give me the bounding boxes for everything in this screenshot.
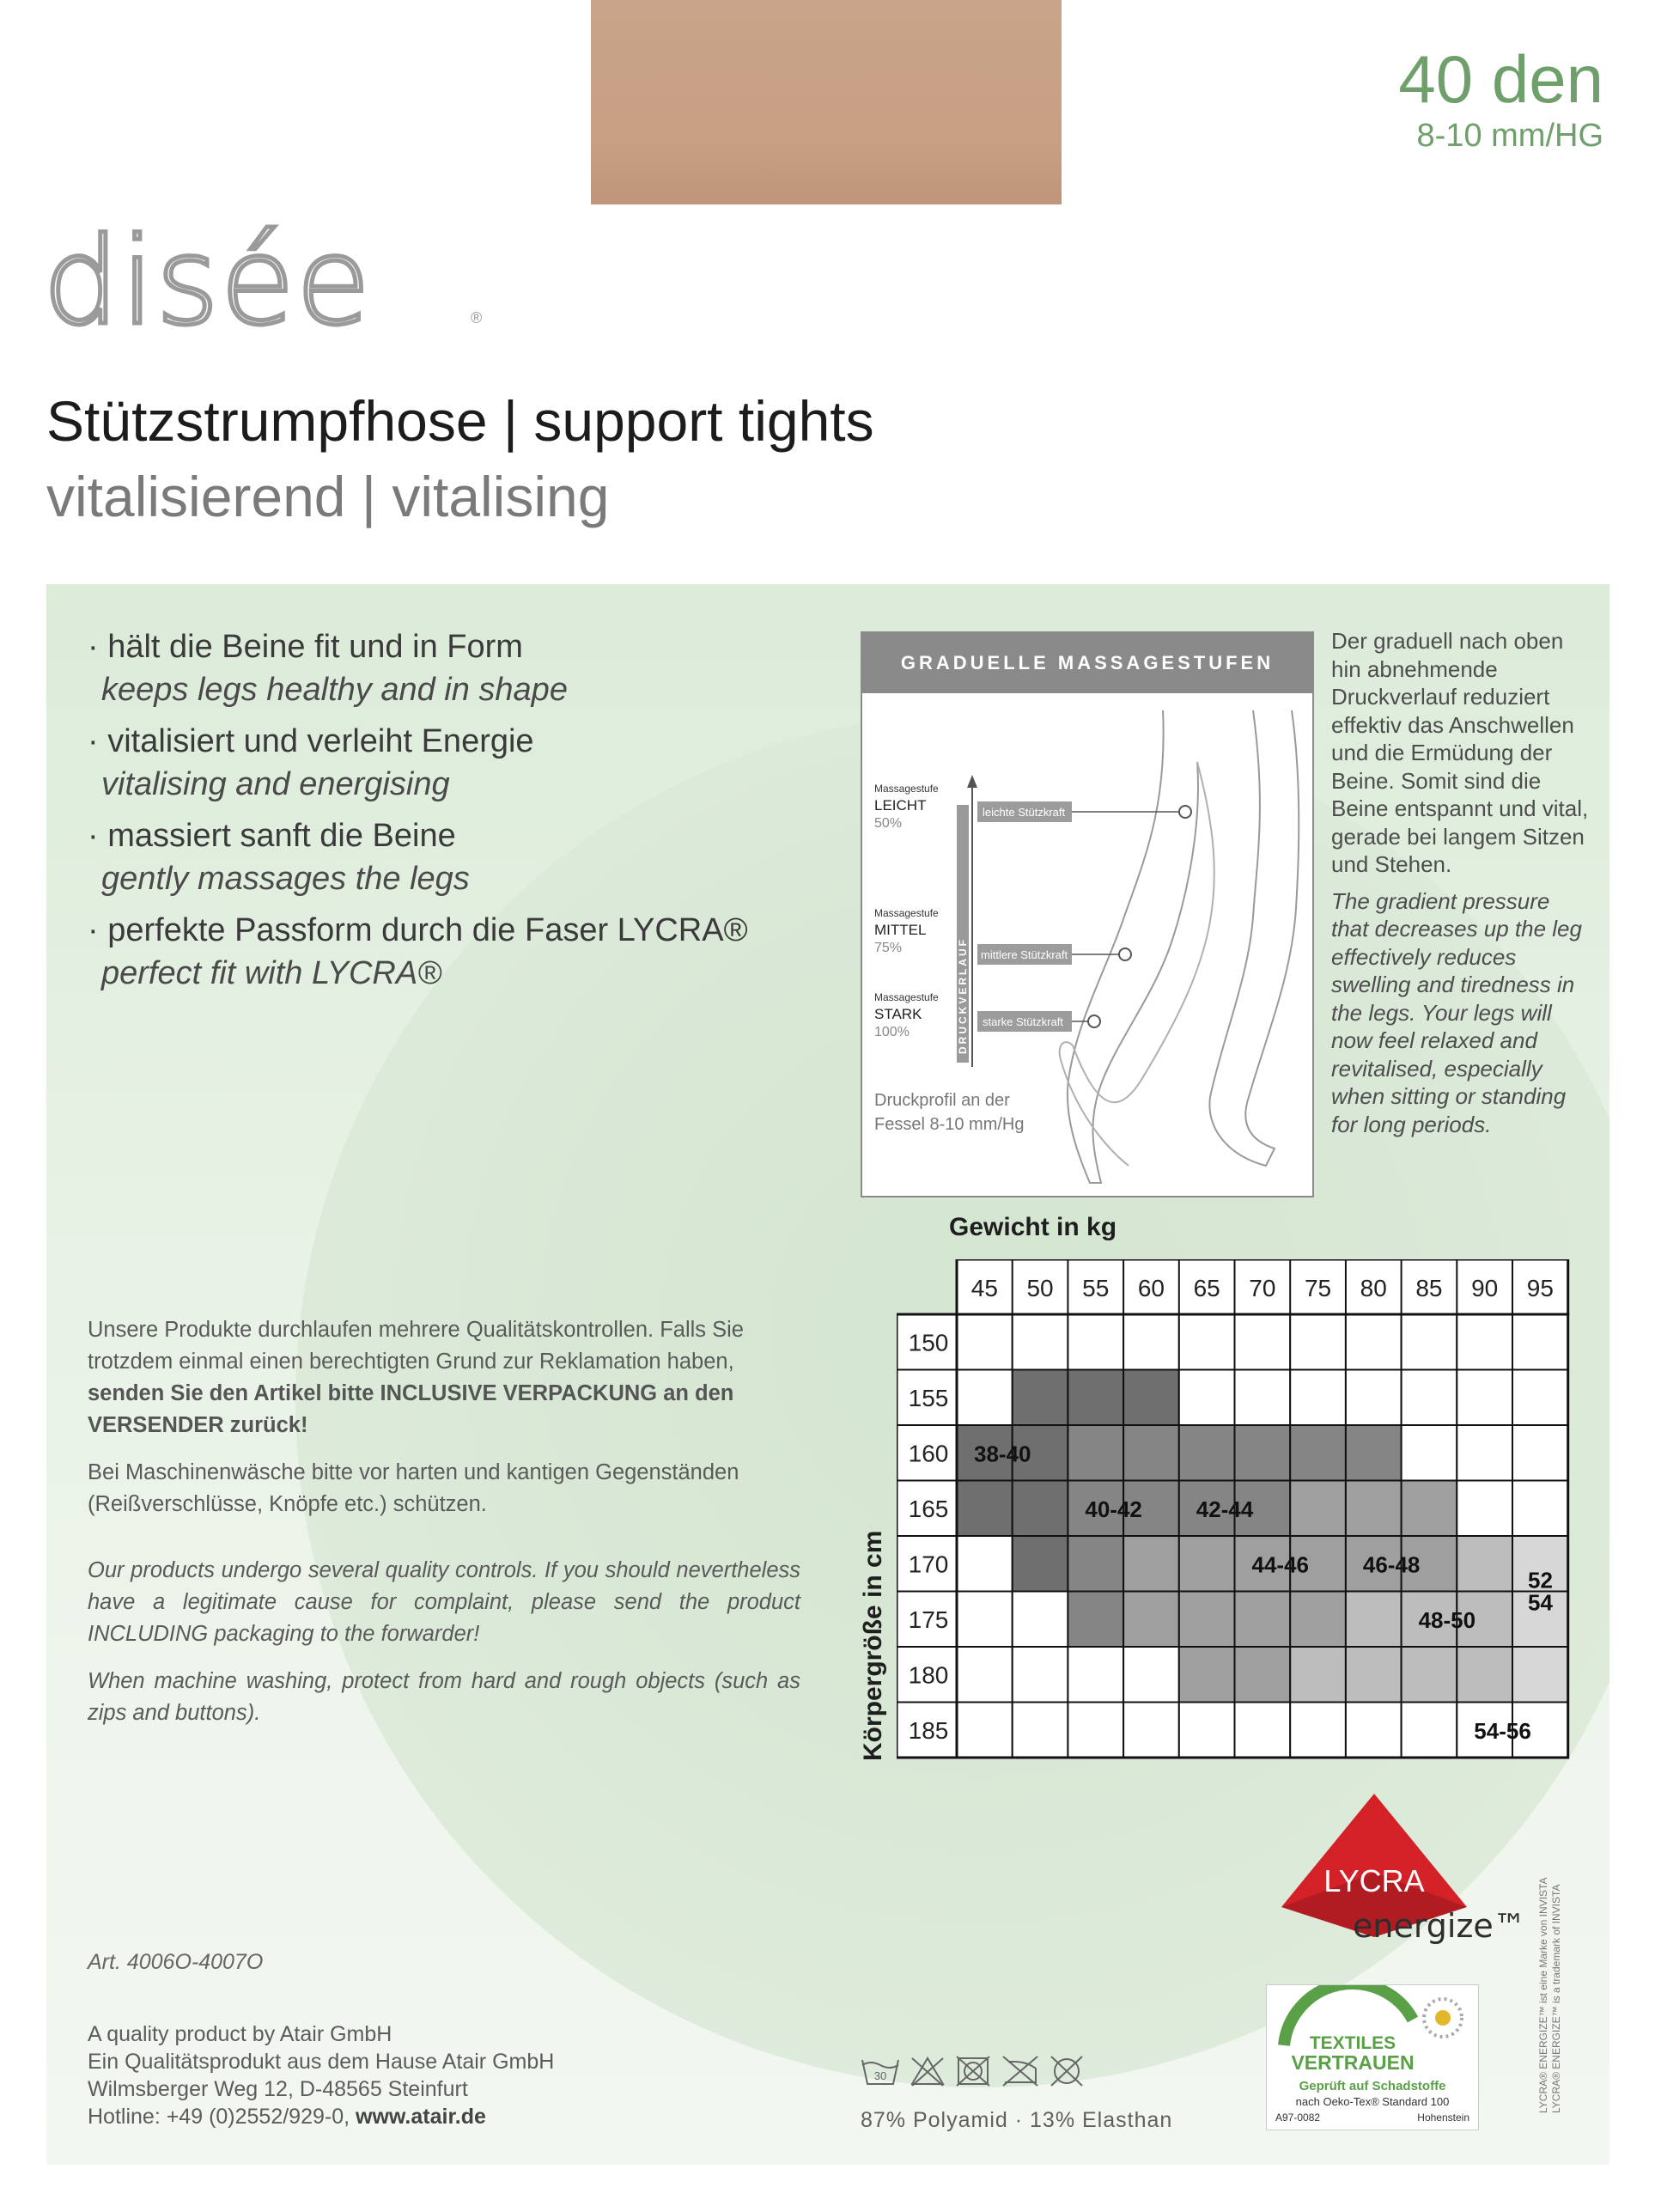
size-cell bbox=[1290, 1425, 1346, 1481]
color-swatch bbox=[591, 0, 1062, 204]
size-cell bbox=[1013, 1647, 1068, 1703]
website-link[interactable]: www.atair.de bbox=[356, 2105, 486, 2129]
benefit-en: vitalising and energising bbox=[101, 766, 450, 802]
denier-info bbox=[1398, 41, 1603, 155]
height-tick: 180 bbox=[908, 1661, 949, 1689]
leg-diagram bbox=[862, 633, 1312, 1196]
weight-tick: 50 bbox=[1026, 1275, 1054, 1301]
height-tick: 150 bbox=[908, 1329, 949, 1356]
size-cell bbox=[957, 1481, 1013, 1537]
height-tick: 155 bbox=[908, 1384, 949, 1411]
svg-text:VERTRAUEN: VERTRAUEN bbox=[1291, 2051, 1415, 2074]
size-cell bbox=[1179, 1592, 1235, 1648]
size-cell bbox=[1290, 1647, 1346, 1703]
height-tick: 185 bbox=[908, 1716, 949, 1744]
quality-notice bbox=[88, 1314, 800, 1745]
size-cell bbox=[1512, 1425, 1568, 1481]
size-cell bbox=[1346, 1425, 1402, 1481]
svg-text:®: ® bbox=[471, 309, 483, 326]
size-cell bbox=[1402, 1425, 1457, 1481]
oeko-tex-badge bbox=[1267, 1985, 1478, 2130]
benefit-list bbox=[88, 625, 843, 1003]
svg-text:Fessel 8-10 mm/Hg: Fessel 8-10 mm/Hg bbox=[874, 1115, 1025, 1134]
size-label: 48-50 bbox=[1418, 1606, 1476, 1633]
svg-text:Massagestufe: Massagestufe bbox=[874, 783, 939, 795]
size-label: 38-40 bbox=[974, 1441, 1031, 1467]
level-name: LEICHT bbox=[874, 797, 927, 814]
weight-tick: 95 bbox=[1526, 1275, 1554, 1301]
size-cell bbox=[1123, 1425, 1179, 1481]
size-cell bbox=[1235, 1703, 1291, 1758]
size-label: 54-56 bbox=[1474, 1717, 1531, 1744]
size-cell bbox=[1068, 1370, 1123, 1426]
size-label: 42-44 bbox=[1196, 1496, 1254, 1522]
weight-tick: 85 bbox=[1415, 1275, 1443, 1301]
size-cell bbox=[1402, 1647, 1457, 1703]
size-cell bbox=[1179, 1536, 1235, 1592]
oeko-tex-label bbox=[1266, 1984, 1479, 2130]
svg-text:nach Oeko-Tex® Standard 100: nach Oeko-Tex® Standard 100 bbox=[1295, 2095, 1450, 2108]
size-cell bbox=[1179, 1647, 1235, 1703]
size-cell bbox=[1013, 1314, 1068, 1370]
svg-text:A97-0082: A97-0082 bbox=[1275, 2111, 1321, 2124]
massage-header: GRADUELLE MASSAGESTUFEN bbox=[862, 633, 1312, 693]
size-label: 54 bbox=[1528, 1589, 1553, 1616]
benefit-de: · hält die Beine fit und in Form bbox=[88, 629, 523, 665]
care-symbols bbox=[859, 2053, 1091, 2096]
size-cell bbox=[1457, 1314, 1512, 1370]
quality-de: Unsere Produkte durchlaufen mehrere Qualitätskontrollen. Falls Sie trotzdem einmal einen berechtigten Grund zur Reklamation haben, senden Sie den Artikel bitte INCLUSIVE VERPACKUNG an den VERSENDER zurück! bbox=[88, 1318, 744, 1437]
size-cell bbox=[1013, 1481, 1068, 1537]
weight-tick: 70 bbox=[1249, 1275, 1276, 1301]
denier-value: 40 den bbox=[1398, 41, 1603, 117]
no-dry-clean-icon bbox=[1051, 2057, 1082, 2086]
size-cell bbox=[1512, 1314, 1568, 1370]
svg-text:LYCRA: LYCRA bbox=[1323, 1863, 1425, 1898]
size-cell bbox=[1512, 1370, 1568, 1426]
size-cell bbox=[1068, 1647, 1123, 1703]
size-cell bbox=[1068, 1425, 1123, 1481]
svg-text:50%: 50% bbox=[874, 816, 903, 831]
svg-text:Massagestufe: Massagestufe bbox=[874, 907, 939, 919]
size-cell bbox=[1290, 1592, 1346, 1648]
force-label: starke Stützkraft bbox=[983, 1015, 1063, 1028]
size-cell bbox=[1346, 1703, 1402, 1758]
size-cell bbox=[1457, 1536, 1512, 1592]
size-cell bbox=[1512, 1481, 1568, 1537]
svg-text:Hohenstein: Hohenstein bbox=[1417, 2111, 1469, 2124]
weight-tick: 80 bbox=[1360, 1275, 1387, 1301]
benefit-en: gently massages the legs bbox=[101, 861, 470, 897]
size-cell bbox=[957, 1314, 1013, 1370]
benefit-en: perfect fit with LYCRA® bbox=[101, 955, 442, 991]
size-cell bbox=[957, 1592, 1013, 1648]
size-cell bbox=[1457, 1481, 1512, 1537]
leg-description bbox=[1331, 627, 1589, 1138]
size-cell bbox=[1123, 1703, 1179, 1758]
size-cell bbox=[1402, 1370, 1457, 1426]
size-cell bbox=[1346, 1481, 1402, 1537]
product-subtitle: vitalisierend | vitalising bbox=[46, 465, 610, 528]
size-cell bbox=[1235, 1370, 1291, 1426]
size-cell bbox=[1346, 1592, 1402, 1648]
trademark-note: LYCRA® ENERGIZE™ ist eine Marke von INVISTA LYCRA® ENERGIZE™ is a trademark of INVISTA bbox=[1537, 1877, 1562, 2113]
size-cell bbox=[1290, 1703, 1346, 1758]
svg-text:75%: 75% bbox=[874, 941, 903, 955]
size-cell bbox=[1123, 1314, 1179, 1370]
size-cell bbox=[1290, 1314, 1346, 1370]
size-cell bbox=[1068, 1314, 1123, 1370]
svg-text:Druckprofil an der: Druckprofil an der bbox=[874, 1091, 1010, 1110]
size-cell bbox=[1123, 1370, 1179, 1426]
size-cell bbox=[1402, 1703, 1457, 1758]
size-cell bbox=[1013, 1592, 1068, 1648]
size-cell bbox=[1123, 1592, 1179, 1648]
size-cell bbox=[1346, 1314, 1402, 1370]
size-cell bbox=[1402, 1481, 1457, 1537]
company-address: A quality product by Atair GmbH Ein Qualitätsprodukt aus dem Hause Atair GmbH Wilmsberger Weg 12, D-48565 Steinfurt Hotline: +49 (0)2552/929-0, www.atair.de bbox=[88, 2022, 555, 2129]
weight-axis-label: Gewicht in kg bbox=[949, 1213, 1117, 1241]
brand-wordmark: disée bbox=[43, 222, 372, 350]
size-cell bbox=[1068, 1536, 1123, 1592]
height-axis-label: Körpergröße in cm bbox=[859, 1530, 887, 1761]
size-cell bbox=[1235, 1425, 1291, 1481]
size-cell bbox=[1013, 1370, 1068, 1426]
leg-outline-back bbox=[1068, 710, 1198, 1183]
size-label: 40-42 bbox=[1085, 1496, 1142, 1522]
benefit-de: · massiert sanft die Beine bbox=[88, 818, 456, 854]
leg-outline-mid bbox=[1060, 762, 1214, 1166]
size-cell bbox=[1123, 1536, 1179, 1592]
weight-tick: 65 bbox=[1193, 1275, 1220, 1301]
washing-de: Bei Maschinenwäsche bitte vor harten und kantigen Gegenständen (Reißverschlüsse, Knöpfe etc.) schützen. bbox=[88, 1460, 739, 1516]
height-tick: 165 bbox=[908, 1495, 949, 1522]
size-cell bbox=[1457, 1425, 1512, 1481]
weight-tick: 55 bbox=[1082, 1275, 1110, 1301]
material-composition: 87% Polyamid · 13% Elasthan bbox=[861, 2108, 1173, 2132]
size-cell bbox=[957, 1536, 1013, 1592]
massage-diagram bbox=[861, 631, 1314, 1197]
size-cell bbox=[1068, 1592, 1123, 1648]
size-cell bbox=[1290, 1370, 1346, 1426]
benefit-item bbox=[88, 909, 843, 995]
size-label: 44-46 bbox=[1251, 1551, 1309, 1578]
leg-outline-front bbox=[1209, 710, 1299, 1166]
axis-label: DRUCKVERLAUF bbox=[957, 937, 969, 1054]
benefit-item bbox=[88, 720, 843, 806]
svg-text:100%: 100% bbox=[874, 1025, 910, 1039]
size-cell bbox=[1346, 1647, 1402, 1703]
size-cell bbox=[1068, 1703, 1123, 1758]
size-cell bbox=[1290, 1481, 1346, 1537]
height-tick: 160 bbox=[908, 1440, 949, 1467]
size-cell bbox=[1235, 1592, 1291, 1648]
weight-tick: 45 bbox=[970, 1275, 998, 1301]
size-cell bbox=[1346, 1370, 1402, 1426]
svg-text:Massagestufe: Massagestufe bbox=[874, 991, 939, 1003]
height-tick: 170 bbox=[908, 1551, 949, 1578]
size-cell bbox=[1179, 1314, 1235, 1370]
size-cell bbox=[957, 1370, 1013, 1426]
benefit-item bbox=[88, 625, 843, 711]
washing-en: When machine washing, protect from hard and rough objects (such as zips and buttons). bbox=[88, 1669, 800, 1725]
no-iron-icon bbox=[1003, 2057, 1037, 2086]
benefit-de: · vitalisiert und verleiht Energie bbox=[88, 723, 534, 759]
size-cell bbox=[1179, 1703, 1235, 1758]
lycra-tagline: energize™ bbox=[1353, 1907, 1526, 1945]
benefit-de: · perfekte Passform durch die Faser LYCRA® bbox=[88, 912, 748, 948]
weight-tick: 60 bbox=[1137, 1275, 1165, 1301]
size-cell bbox=[1512, 1647, 1568, 1703]
size-label: 46-48 bbox=[1362, 1551, 1421, 1578]
size-cell bbox=[1402, 1314, 1457, 1370]
size-cell bbox=[1457, 1647, 1512, 1703]
weight-tick: 90 bbox=[1471, 1275, 1499, 1301]
size-cell bbox=[1235, 1647, 1291, 1703]
weight-tick: 75 bbox=[1304, 1275, 1332, 1301]
size-cell bbox=[1013, 1703, 1068, 1758]
height-tick: 175 bbox=[908, 1606, 949, 1633]
size-cell bbox=[957, 1703, 1013, 1758]
size-cell bbox=[1235, 1314, 1291, 1370]
svg-text:Geprüft auf Schadstoffe: Geprüft auf Schadstoffe bbox=[1299, 2079, 1446, 2093]
no-tumble-dry-icon bbox=[957, 2057, 989, 2086]
force-label: leichte Stützkraft bbox=[983, 806, 1066, 819]
pressure-value: 8-10 mm/HG bbox=[1416, 118, 1603, 154]
no-bleach-icon bbox=[912, 2058, 943, 2086]
size-cell bbox=[1457, 1370, 1512, 1426]
benefit-en: keeps legs healthy and in shape bbox=[101, 672, 568, 708]
quality-en: Our products undergo several quality controls. If you should nevertheless have a legitimate cause for complaint, please send the product INCLUDING packaging to the forwarder! bbox=[88, 1558, 800, 1646]
size-cell bbox=[1179, 1370, 1235, 1426]
force-label: mittlere Stützkraft bbox=[981, 948, 1068, 961]
size-cell bbox=[1123, 1647, 1179, 1703]
article-number: Art. 4006O-4007O bbox=[88, 1950, 264, 1974]
brand-logo bbox=[43, 222, 490, 350]
size-cell bbox=[1013, 1536, 1068, 1592]
svg-text:30: 30 bbox=[873, 2069, 887, 2082]
product-title: Stützstrumpfhose | support tights bbox=[46, 389, 874, 453]
size-chart bbox=[897, 1259, 1575, 1775]
wash-30-icon bbox=[862, 2060, 898, 2084]
leg-description-de: Der graduell nach oben hin abnehmende Druckverlauf reduziert effektiv das Anschwellen und die Ermüdung der Beine. Somit sind die Beine entspannt und vital, gerade bei langem Sitzen und Stehen. bbox=[1331, 628, 1589, 877]
leg-description-en: The gradient pressure that decreases up the leg effectively reduces swelling and tiredness in the legs. Your legs will now feel relaxed and revitalised, especially when sitting or standing for long periods. bbox=[1331, 887, 1582, 1137]
level-name: MITTEL bbox=[874, 922, 927, 938]
size-cell bbox=[957, 1647, 1013, 1703]
size-cell bbox=[1179, 1425, 1235, 1481]
benefit-item bbox=[88, 814, 843, 900]
svg-text:TEXTILES: TEXTILES bbox=[1309, 2033, 1396, 2053]
level-name: STARK bbox=[874, 1006, 922, 1022]
size-label: 52 bbox=[1528, 1567, 1553, 1593]
